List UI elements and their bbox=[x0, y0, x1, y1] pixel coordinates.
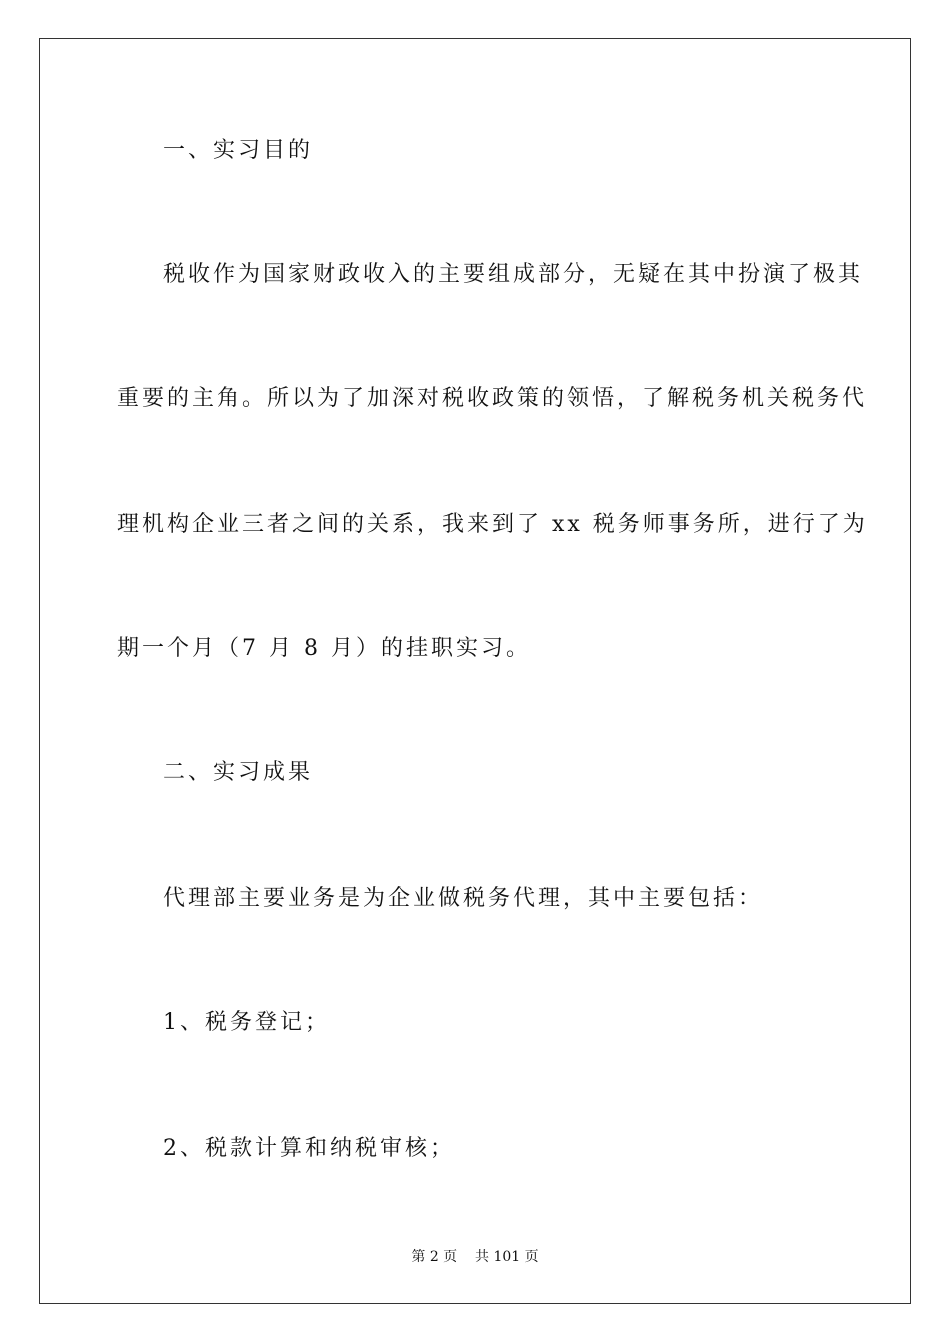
list-item: 2、税款计算和纳税审核； bbox=[163, 1136, 455, 1161]
paragraph-line-3: 理机构企业三者之间的关系，我来到了 xx 税务师事务所，进行了为 bbox=[117, 512, 868, 537]
page-footer bbox=[0, 1248, 950, 1266]
total-pages: 共 101 页 bbox=[475, 1249, 539, 1265]
paragraph-line-1: 税收作为国家财政收入的主要组成部分，无疑在其中扮演了极其 bbox=[163, 262, 864, 287]
paragraph-line-4: 期一个月（7 月 8 月）的挂职实习。 bbox=[117, 636, 531, 661]
paragraph-business-intro: 代理部主要业务是为企业做税务代理，其中主要包括： bbox=[163, 886, 764, 911]
list-item: 1、税务登记； bbox=[163, 1010, 330, 1035]
paragraph-line-2: 重要的主角。所以为了加深对税收政策的领悟，了解税务机关税务代 bbox=[117, 386, 868, 411]
section-heading-purpose: 一、实习目的 bbox=[163, 138, 314, 163]
page-border bbox=[39, 38, 911, 1304]
section-heading-results: 二、实习成果 bbox=[163, 760, 314, 785]
page-number: 第 2 页 bbox=[411, 1249, 458, 1265]
